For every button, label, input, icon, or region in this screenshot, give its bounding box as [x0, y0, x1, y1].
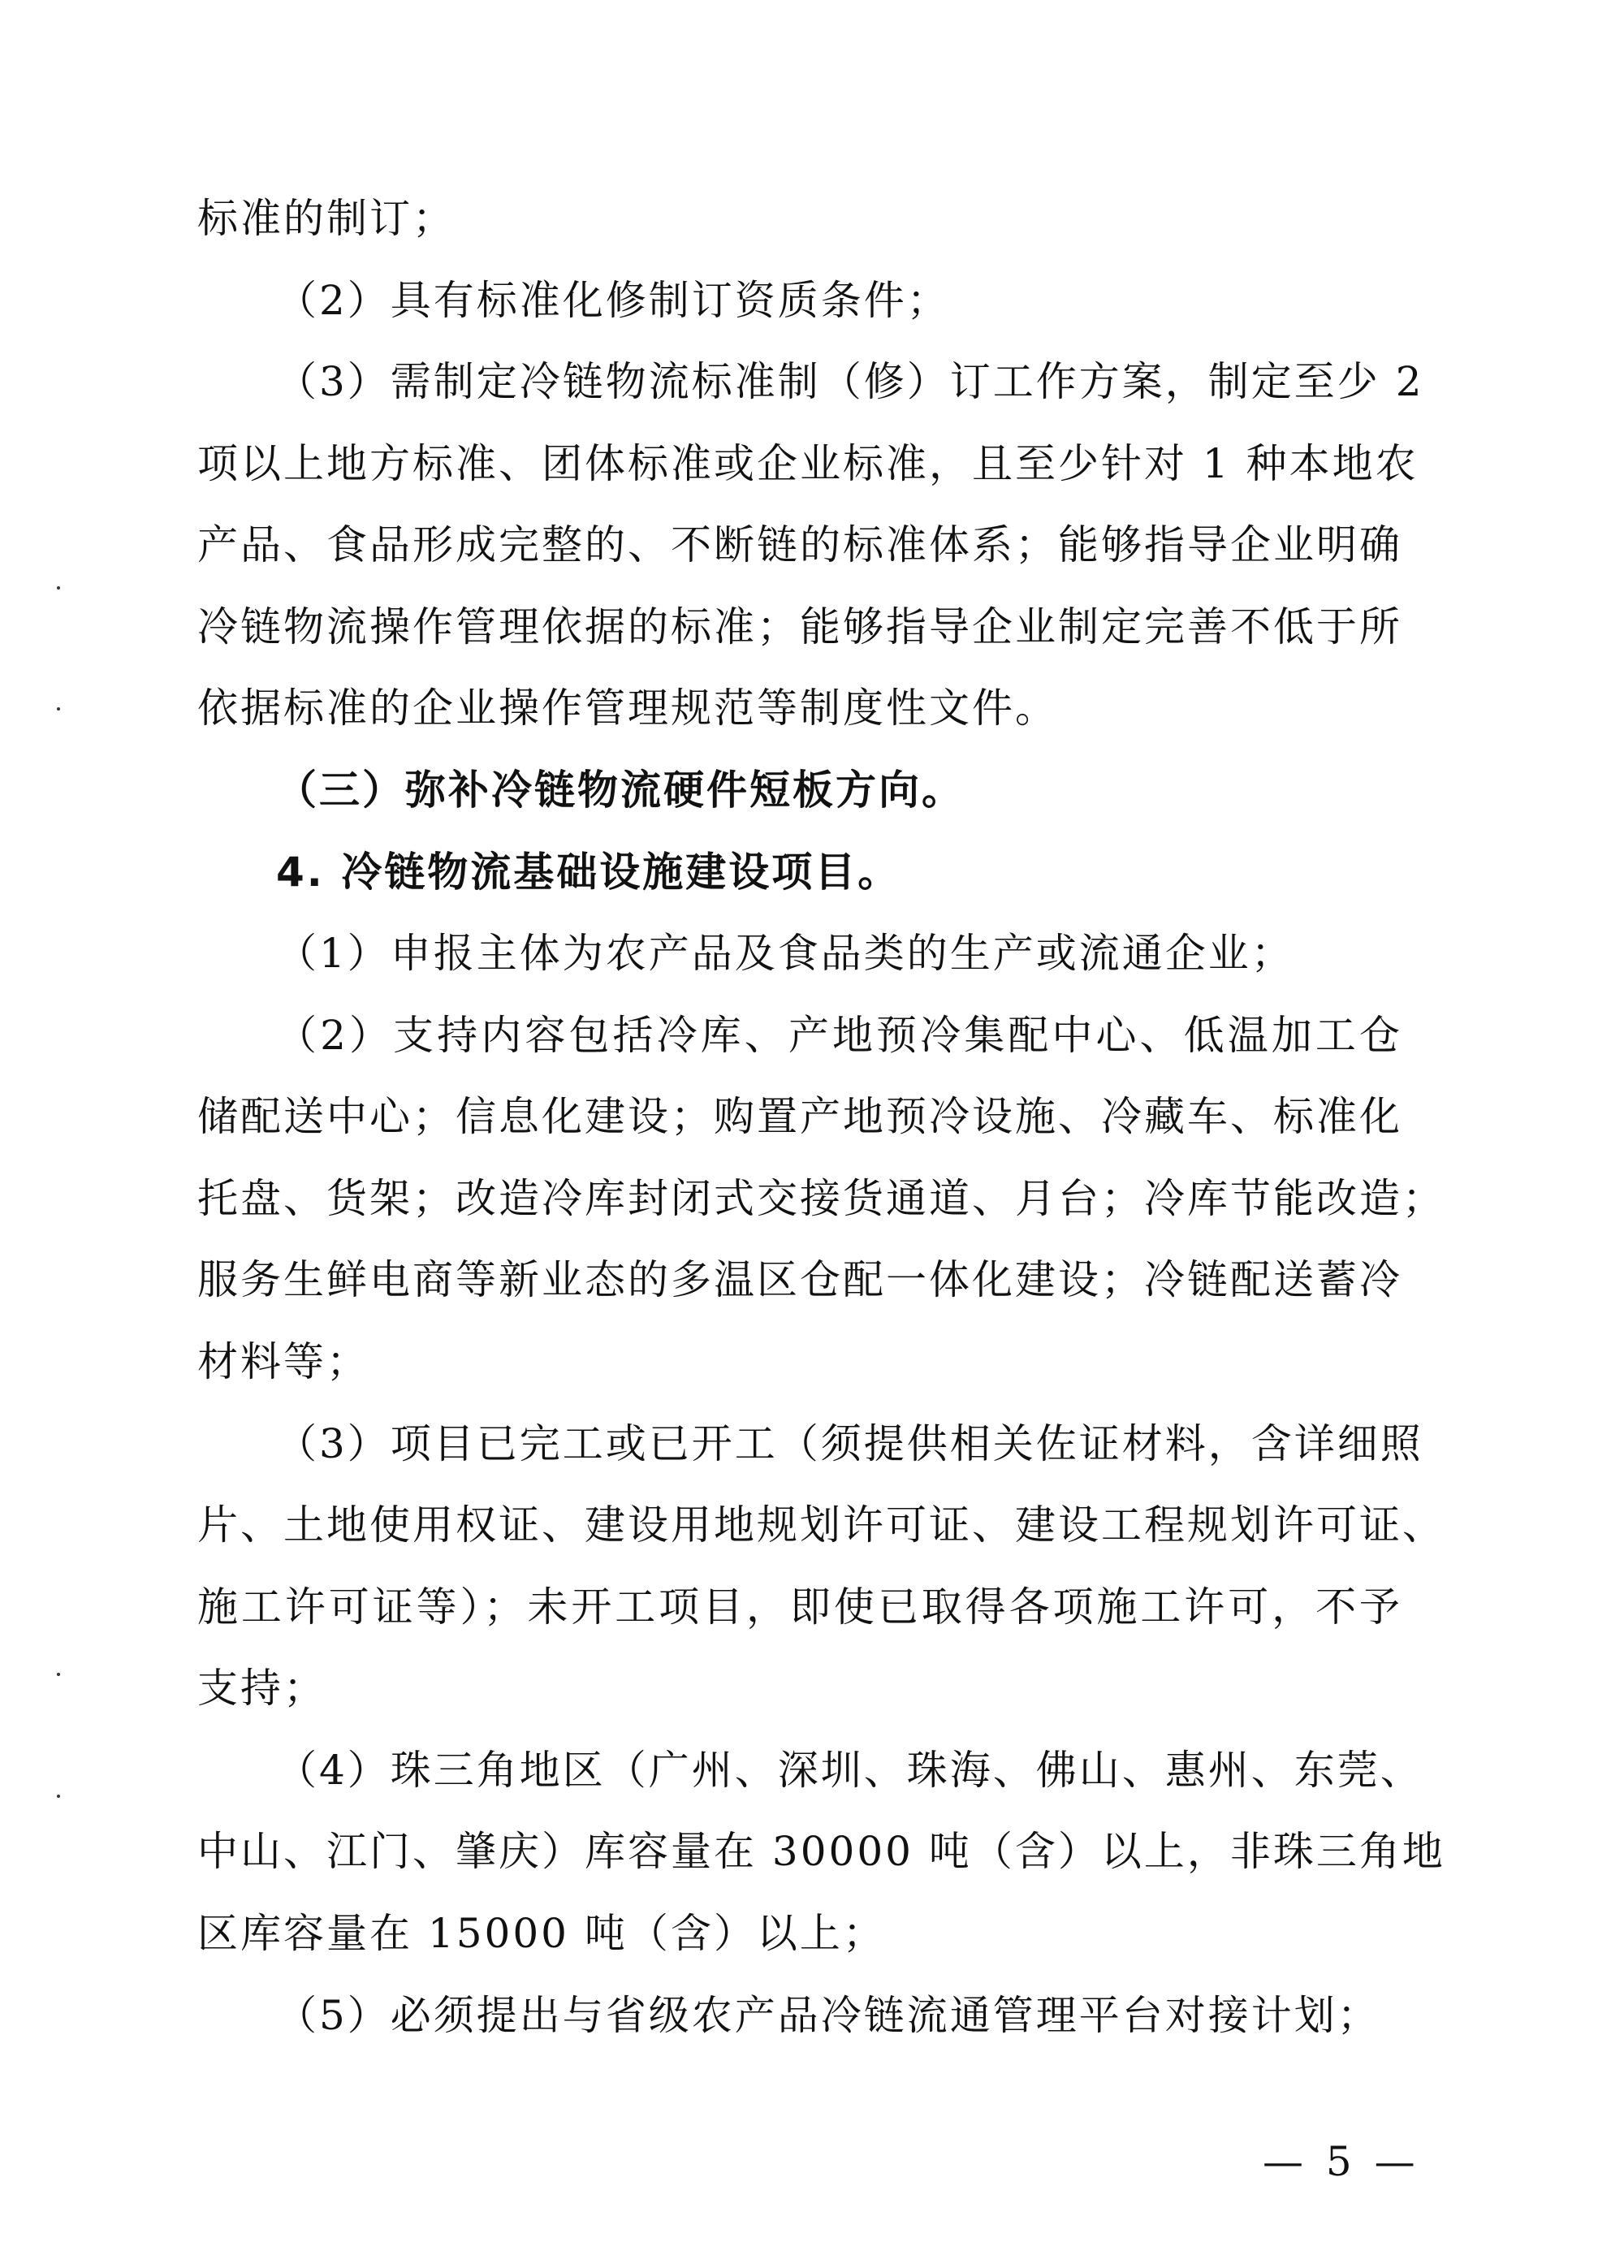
- body-line: 项以上地方标准、团体标准或企业标准，且至少针对 1 种本地农: [197, 440, 1419, 487]
- body-line: 服务生鲜电商等新业态的多温区仓配一体化建设；冷链配送蓄冷: [197, 1256, 1402, 1303]
- section-heading: （三）弥补冷链物流硬件短板方向。: [276, 767, 965, 814]
- body-line: 片、土地使用权证、建设用地规划许可证、建设工程规划许可证、: [197, 1501, 1445, 1549]
- scan-mark: [57, 586, 60, 590]
- body-line: 施工许可证等）；未开工项目，即使已取得各项施工许可，不予: [197, 1583, 1402, 1631]
- list-item: （2）具有标准化修制订资质条件；: [276, 277, 950, 324]
- page-number: — 5 —: [1263, 2138, 1420, 2185]
- list-item: （3）需制定冷链物流标准制（修）订工作方案，制定至少 2: [276, 358, 1424, 405]
- body-line: 依据标准的企业操作管理规范等制度性文件。: [197, 685, 1058, 732]
- body-line: 产品、食品形成完整的、不断链的标准体系；能够指导企业明确: [197, 521, 1402, 568]
- body-line: 支持；: [197, 1665, 326, 1712]
- body-line: 标准的制订；: [197, 195, 456, 242]
- body-line: 托盘、货架；改造冷库封闭式交接货通道、月台；冷库节能改造；: [197, 1175, 1445, 1222]
- scan-mark: [57, 1795, 60, 1798]
- scan-mark: [57, 707, 60, 711]
- list-item: （4）珠三角地区（广州、深圳、珠海、佛山、惠州、东莞、: [276, 1747, 1423, 1794]
- body-line: 储配送中心；信息化建设；购置产地预冷设施、冷藏车、标准化: [197, 1093, 1402, 1140]
- subsection-heading: 4. 冷链物流基础设施建设项目。: [276, 849, 901, 896]
- body-line: 区库容量在 15000 吨（含）以上；: [197, 1910, 886, 1957]
- list-item: （1）申报主体为农产品及食品类的生产或流通企业；: [276, 930, 1294, 977]
- body-line: 冷链物流操作管理依据的标准；能够指导企业制定完善不低于所: [197, 603, 1402, 650]
- list-item: （2）支持内容包括冷库、产地预冷集配中心、低温加工仓: [276, 1012, 1402, 1059]
- scan-mark: [57, 1673, 60, 1676]
- body-line: 材料等；: [197, 1338, 369, 1385]
- list-item: （5）必须提出与省级农产品冷链流通管理平台对接计划；: [276, 1992, 1380, 2039]
- list-item: （3）项目已完工或已开工（须提供相关佐证材料，含详细照: [276, 1420, 1423, 1467]
- body-line: 中山、江门、肇庆）库容量在 30000 吨（含）以上，非珠三角地: [197, 1828, 1445, 1875]
